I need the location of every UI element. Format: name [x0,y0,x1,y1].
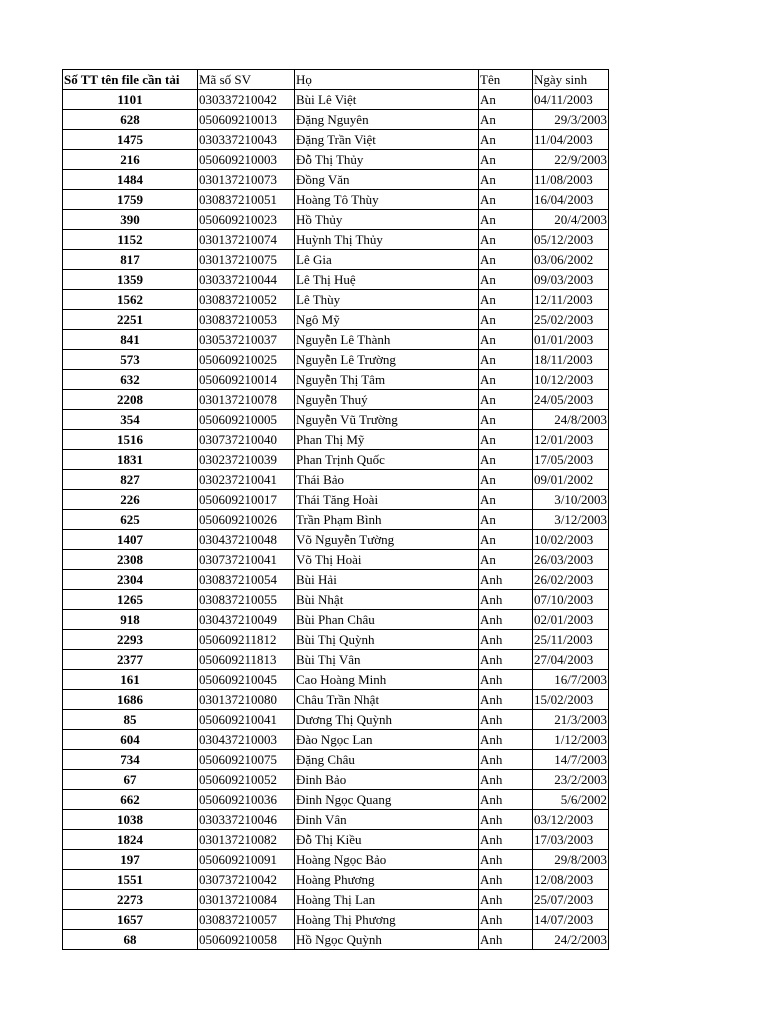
table-row [63,450,609,470]
table-row [63,750,609,770]
surname-cell: Bùi Nhật [295,590,479,610]
birthdate-cell: 14/07/2003 [533,910,609,930]
stt-cell: 1831 [63,450,198,470]
stt-cell: 625 [63,510,198,530]
name-cell: An [479,430,533,450]
stt-cell: 2377 [63,650,198,670]
header-name: Tên [479,70,533,90]
birthdate-cell: 20/4/2003 [533,210,609,230]
surname-cell: Hoàng Tô Thùy [295,190,479,210]
table-row [63,570,609,590]
surname-cell: Đỗ Thị Kiều [295,830,479,850]
birthdate-cell: 25/07/2003 [533,890,609,910]
surname-cell: Lê Thị Huệ [295,270,479,290]
stt-cell: 1551 [63,870,198,890]
table-row [63,870,609,890]
stt-cell: 1475 [63,130,198,150]
birthdate-cell: 03/06/2002 [533,250,609,270]
name-cell: An [479,190,533,210]
birthdate-cell: 18/11/2003 [533,350,609,370]
table-row [63,190,609,210]
table-row [63,250,609,270]
stt-cell: 1824 [63,830,198,850]
name-cell: An [479,450,533,470]
stt-cell: 628 [63,110,198,130]
name-cell: An [479,310,533,330]
table-row [63,270,609,290]
student-id-cell: 030837210053 [198,310,295,330]
table-row [63,470,609,490]
student-id-cell: 030337210043 [198,130,295,150]
name-cell: An [479,370,533,390]
header-row [63,70,609,90]
student-id-cell: 050609210075 [198,750,295,770]
stt-cell: 1686 [63,690,198,710]
name-cell: An [479,550,533,570]
surname-cell: Đinh Bảo [295,770,479,790]
header-surname: Họ [295,70,479,90]
birthdate-cell: 1/12/2003 [533,730,609,750]
name-cell: An [479,150,533,170]
name-cell: Anh [479,590,533,610]
table-row [63,630,609,650]
student-id-cell: 050609210045 [198,670,295,690]
table-row [63,710,609,730]
birthdate-cell: 24/05/2003 [533,390,609,410]
surname-cell: Hoàng Ngọc Bảo [295,850,479,870]
stt-cell: 354 [63,410,198,430]
name-cell: Anh [479,850,533,870]
student-id-cell: 030337210046 [198,810,295,830]
name-cell: An [479,110,533,130]
header-student-id: Mã số SV [198,70,295,90]
birthdate-cell: 10/12/2003 [533,370,609,390]
surname-cell: Trần Phạm Bình [295,510,479,530]
table-row [63,170,609,190]
table-row [63,930,609,950]
stt-cell: 1265 [63,590,198,610]
table-row [63,150,609,170]
surname-cell: Đào Ngọc Lan [295,730,479,750]
stt-cell: 1562 [63,290,198,310]
name-cell: An [479,250,533,270]
table-row [63,130,609,150]
name-cell: Anh [479,570,533,590]
name-cell: An [479,170,533,190]
surname-cell: Hồ Thủy [295,210,479,230]
name-cell: Anh [479,770,533,790]
table-row [63,330,609,350]
table-row [63,390,609,410]
birthdate-cell: 09/03/2003 [533,270,609,290]
student-id-cell: 050609210003 [198,150,295,170]
birthdate-cell: 3/10/2003 [533,490,609,510]
stt-cell: 1152 [63,230,198,250]
name-cell: An [479,130,533,150]
surname-cell: Phan Trịnh Quốc [295,450,479,470]
surname-cell: Đinh Ngọc Quang [295,790,479,810]
stt-cell: 841 [63,330,198,350]
surname-cell: Bùi Thị Vân [295,650,479,670]
student-id-cell: 030137210082 [198,830,295,850]
table-row [63,310,609,330]
birthdate-cell: 12/11/2003 [533,290,609,310]
table-row [63,490,609,510]
surname-cell: Bùi Phan Châu [295,610,479,630]
stt-cell: 2208 [63,390,198,410]
birthdate-cell: 04/11/2003 [533,90,609,110]
birthdate-cell: 10/02/2003 [533,530,609,550]
name-cell: An [479,210,533,230]
student-id-cell: 050609210058 [198,930,295,950]
stt-cell: 817 [63,250,198,270]
birthdate-cell: 21/3/2003 [533,710,609,730]
stt-cell: 1759 [63,190,198,210]
birthdate-cell: 14/7/2003 [533,750,609,770]
name-cell: Anh [479,650,533,670]
birthdate-cell: 15/02/2003 [533,690,609,710]
name-cell: Anh [479,930,533,950]
student-id-cell: 030337210044 [198,270,295,290]
birthdate-cell: 02/01/2003 [533,610,609,630]
surname-cell: Đặng Trần Việt [295,130,479,150]
surname-cell: Lê Thùy [295,290,479,310]
student-id-cell: 050609211813 [198,650,295,670]
surname-cell: Nguyễn Vũ Trường [295,410,479,430]
student-id-cell: 030437210049 [198,610,295,630]
stt-cell: 1101 [63,90,198,110]
birthdate-cell: 17/03/2003 [533,830,609,850]
stt-cell: 197 [63,850,198,870]
surname-cell: Đặng Nguyên [295,110,479,130]
birthdate-cell: 22/9/2003 [533,150,609,170]
stt-cell: 85 [63,710,198,730]
table-row [63,910,609,930]
surname-cell: Đinh Vân [295,810,479,830]
birthdate-cell: 01/01/2003 [533,330,609,350]
stt-cell: 2308 [63,550,198,570]
stt-cell: 2251 [63,310,198,330]
stt-cell: 226 [63,490,198,510]
stt-cell: 827 [63,470,198,490]
birthdate-cell: 26/03/2003 [533,550,609,570]
name-cell: An [479,330,533,350]
birthdate-cell: 3/12/2003 [533,510,609,530]
table-row [63,610,609,630]
name-cell: Anh [479,670,533,690]
table-row [63,350,609,370]
surname-cell: Dương Thị Quỳnh [295,710,479,730]
student-id-cell: 050609210005 [198,410,295,430]
birthdate-cell: 24/2/2003 [533,930,609,950]
name-cell: An [479,410,533,430]
student-id-cell: 050609210017 [198,490,295,510]
stt-cell: 1359 [63,270,198,290]
name-cell: Anh [479,810,533,830]
name-cell: An [479,470,533,490]
stt-cell: 1038 [63,810,198,830]
surname-cell: Nguyễn Thị Tâm [295,370,479,390]
table-row [63,510,609,530]
name-cell: An [479,390,533,410]
student-id-cell: 030837210054 [198,570,295,590]
name-cell: Anh [479,630,533,650]
student-id-cell: 030137210080 [198,690,295,710]
surname-cell: Hoàng Phương [295,870,479,890]
name-cell: Anh [479,610,533,630]
stt-cell: 1407 [63,530,198,550]
table-row [63,890,609,910]
student-id-cell: 050609210025 [198,350,295,370]
surname-cell: Võ Nguyễn Tường [295,530,479,550]
surname-cell: Nguyễn Lê Trường [295,350,479,370]
table-row [63,790,609,810]
student-id-cell: 050609210052 [198,770,295,790]
student-id-cell: 050609210014 [198,370,295,390]
student-id-cell: 030137210073 [198,170,295,190]
birthdate-cell: 29/3/2003 [533,110,609,130]
name-cell: Anh [479,890,533,910]
student-id-cell: 030837210052 [198,290,295,310]
surname-cell: Hoàng Thị Phương [295,910,479,930]
surname-cell: Đỗ Thị Thủy [295,150,479,170]
birthdate-cell: 09/01/2002 [533,470,609,490]
surname-cell: Châu Trần Nhật [295,690,479,710]
name-cell: An [479,510,533,530]
birthdate-cell: 16/04/2003 [533,190,609,210]
stt-cell: 573 [63,350,198,370]
name-cell: An [479,230,533,250]
surname-cell: Ngô Mỹ [295,310,479,330]
table-row [63,550,609,570]
surname-cell: Bùi Hải [295,570,479,590]
student-id-cell: 050609210091 [198,850,295,870]
table-row [63,830,609,850]
name-cell: Anh [479,730,533,750]
student-id-cell: 050609210013 [198,110,295,130]
birthdate-cell: 16/7/2003 [533,670,609,690]
stt-cell: 632 [63,370,198,390]
table-row [63,370,609,390]
name-cell: Anh [479,790,533,810]
table-row [63,410,609,430]
stt-cell: 1657 [63,910,198,930]
student-table [62,69,609,950]
surname-cell: Bùi Lê Việt [295,90,479,110]
birthdate-cell: 24/8/2003 [533,410,609,430]
header-stt: Số TT tên file cần tải [63,70,198,90]
surname-cell: Huỳnh Thị Thủy [295,230,479,250]
student-id-cell: 030337210042 [198,90,295,110]
student-id-cell: 030437210048 [198,530,295,550]
table-row [63,230,609,250]
birthdate-cell: 11/08/2003 [533,170,609,190]
name-cell: An [479,90,533,110]
stt-cell: 1516 [63,430,198,450]
birthdate-cell: 27/04/2003 [533,650,609,670]
birthdate-cell: 11/04/2003 [533,130,609,150]
student-id-cell: 030137210074 [198,230,295,250]
surname-cell: Nguyễn Lê Thành [295,330,479,350]
student-id-cell: 030737210042 [198,870,295,890]
stt-cell: 604 [63,730,198,750]
stt-cell: 67 [63,770,198,790]
birthdate-cell: 5/6/2002 [533,790,609,810]
name-cell: Anh [479,710,533,730]
student-id-cell: 030837210051 [198,190,295,210]
table-row [63,770,609,790]
student-id-cell: 050609210023 [198,210,295,230]
stt-cell: 390 [63,210,198,230]
header-birthdate: Ngày sinh [533,70,609,90]
student-id-cell: 050609210041 [198,710,295,730]
stt-cell: 216 [63,150,198,170]
table-row [63,810,609,830]
surname-cell: Đặng Châu [295,750,479,770]
student-id-cell: 050609211812 [198,630,295,650]
student-id-cell: 030237210039 [198,450,295,470]
student-id-cell: 030137210075 [198,250,295,270]
table-row [63,850,609,870]
birthdate-cell: 05/12/2003 [533,230,609,250]
table-row [63,650,609,670]
student-id-cell: 030737210041 [198,550,295,570]
surname-cell: Hoàng Thị Lan [295,890,479,910]
table-row [63,210,609,230]
birthdate-cell: 17/05/2003 [533,450,609,470]
student-id-cell: 030437210003 [198,730,295,750]
surname-cell: Võ Thị Hoài [295,550,479,570]
name-cell: An [479,490,533,510]
stt-cell: 2293 [63,630,198,650]
name-cell: An [479,350,533,370]
surname-cell: Nguyễn Thuý [295,390,479,410]
stt-cell: 662 [63,790,198,810]
table-row [63,590,609,610]
student-id-cell: 030137210078 [198,390,295,410]
stt-cell: 2304 [63,570,198,590]
birthdate-cell: 12/08/2003 [533,870,609,890]
student-id-cell: 050609210026 [198,510,295,530]
name-cell: Anh [479,690,533,710]
table-row [63,290,609,310]
name-cell: Anh [479,910,533,930]
surname-cell: Hồ Ngọc Quỳnh [295,930,479,950]
table-row [63,530,609,550]
surname-cell: Phan Thị Mỹ [295,430,479,450]
name-cell: An [479,530,533,550]
student-id-cell: 030137210084 [198,890,295,910]
birthdate-cell: 29/8/2003 [533,850,609,870]
stt-cell: 918 [63,610,198,630]
student-id-cell: 050609210036 [198,790,295,810]
table-row [63,430,609,450]
stt-cell: 68 [63,930,198,950]
student-id-cell: 030737210040 [198,430,295,450]
birthdate-cell: 26/02/2003 [533,570,609,590]
table-row [63,730,609,750]
birthdate-cell: 23/2/2003 [533,770,609,790]
stt-cell: 2273 [63,890,198,910]
table-row [63,90,609,110]
name-cell: Anh [479,870,533,890]
surname-cell: Đồng Văn [295,170,479,190]
surname-cell: Cao Hoàng Minh [295,670,479,690]
name-cell: An [479,290,533,310]
birthdate-cell: 25/11/2003 [533,630,609,650]
birthdate-cell: 25/02/2003 [533,310,609,330]
student-id-cell: 030837210057 [198,910,295,930]
birthdate-cell: 03/12/2003 [533,810,609,830]
surname-cell: Bùi Thị Quỳnh [295,630,479,650]
student-id-cell: 030537210037 [198,330,295,350]
table-row [63,110,609,130]
surname-cell: Lê Gia [295,250,479,270]
table-row [63,690,609,710]
student-id-cell: 030237210041 [198,470,295,490]
birthdate-cell: 12/01/2003 [533,430,609,450]
stt-cell: 734 [63,750,198,770]
stt-cell: 1484 [63,170,198,190]
stt-cell: 161 [63,670,198,690]
table-row [63,670,609,690]
student-id-cell: 030837210055 [198,590,295,610]
name-cell: Anh [479,750,533,770]
surname-cell: Thái Tăng Hoài [295,490,479,510]
name-cell: An [479,270,533,290]
surname-cell: Thái Bảo [295,470,479,490]
birthdate-cell: 07/10/2003 [533,590,609,610]
name-cell: Anh [479,830,533,850]
